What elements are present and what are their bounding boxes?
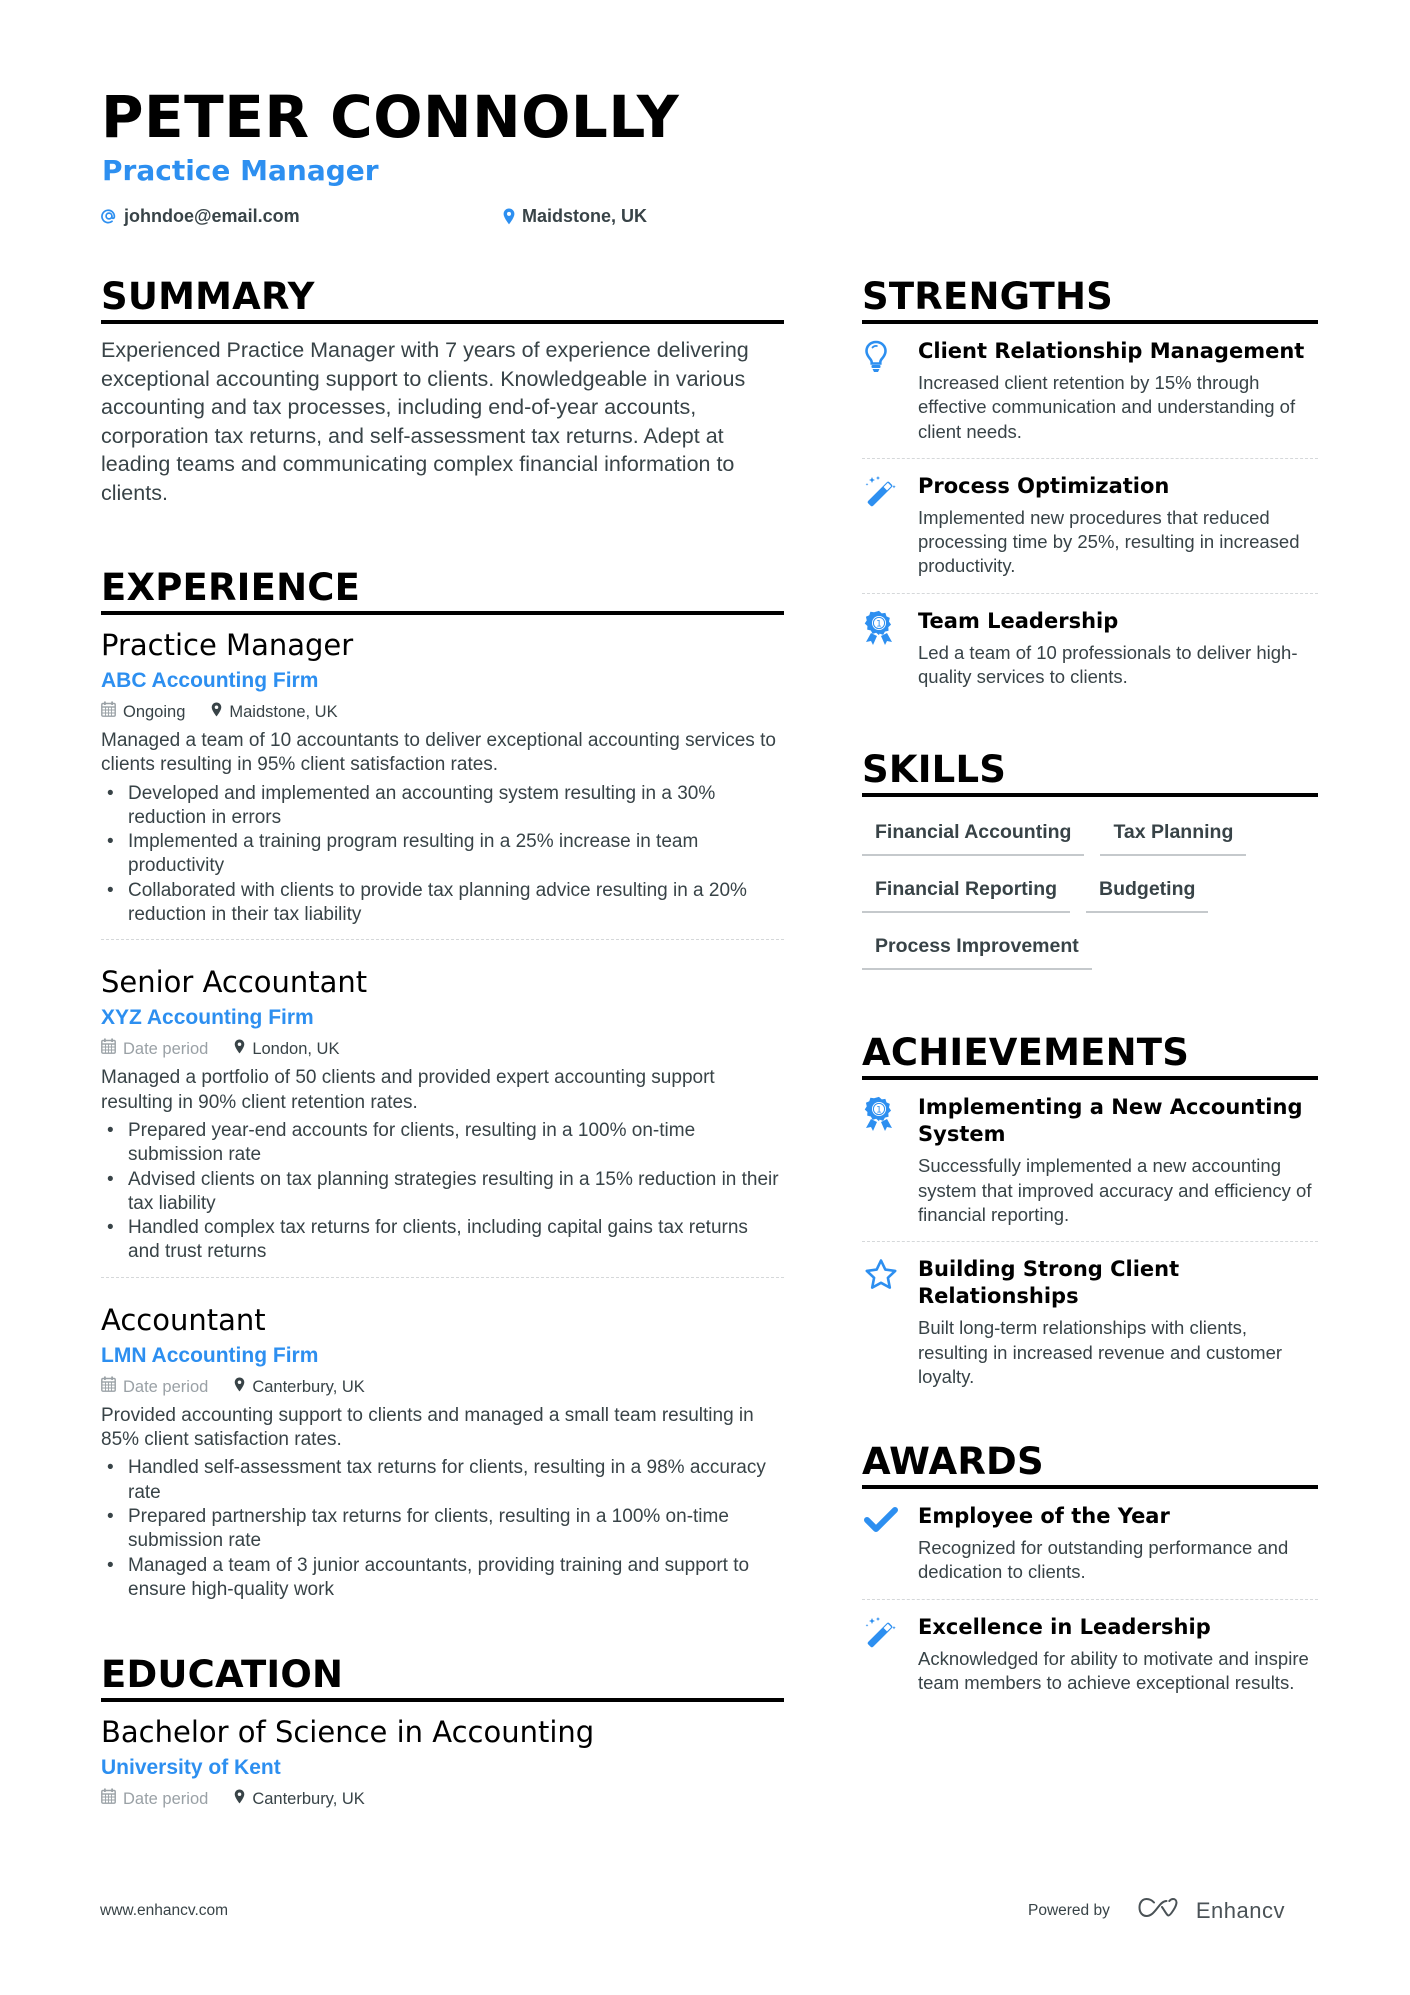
achievement-description: Successfully implemented a new accounting system that improved accuracy and efficiency of financial reporting. bbox=[918, 1155, 1312, 1225]
experience-item bbox=[101, 964, 784, 1289]
education-meta bbox=[101, 1788, 784, 1810]
candidate-title: Practice Manager bbox=[102, 154, 379, 187]
right-column bbox=[862, 276, 1318, 1709]
checkmark-icon bbox=[862, 1503, 918, 1585]
strength-item bbox=[862, 459, 1318, 593]
award-description: Acknowledged for ability to motivate and inspire team members to achieve exceptional results. bbox=[918, 1647, 1309, 1694]
company-name: XYZ Accounting Firm bbox=[101, 1006, 314, 1030]
bullet-item: • Prepared partnership tax returns for clients, resulting in a 100% on-time submission rate bbox=[101, 1505, 784, 1554]
magic-wand-icon bbox=[862, 1614, 918, 1696]
map-pin-icon bbox=[234, 1038, 245, 1060]
strength-description: Implemented new procedures that reduced processing time by 25%, resulting in increased productivity. bbox=[918, 506, 1300, 577]
section-heading-strengths: STRENGTHS bbox=[862, 276, 1318, 324]
education-location: Canterbury, UK bbox=[252, 1790, 365, 1809]
bullet-item: • Advised clients on tax planning strategies resulting in a 15% reduction in their tax liability bbox=[101, 1168, 784, 1217]
calendar-icon bbox=[101, 1376, 116, 1398]
job-date: Date period bbox=[123, 1040, 209, 1059]
section-heading-skills: SKILLS bbox=[862, 749, 1318, 797]
school-name: University of Kent bbox=[101, 1756, 281, 1780]
strength-description: Increased client retention by 15% through effective communication and understanding of client needs. bbox=[918, 372, 1296, 442]
lightbulb-icon bbox=[862, 338, 918, 444]
bullet-item: • Handled complex tax returns for clients, including capital gains tax returns and trust returns bbox=[101, 1216, 784, 1265]
map-pin-icon bbox=[211, 701, 222, 723]
experience-item bbox=[101, 1302, 784, 1614]
skills-list bbox=[862, 819, 1318, 970]
job-title: Practice Manager bbox=[101, 628, 354, 662]
education-item bbox=[101, 1714, 784, 1810]
award-item bbox=[862, 1489, 1318, 1599]
experience-section bbox=[101, 567, 784, 1614]
email-text: johndoe@email.com bbox=[124, 206, 300, 226]
job-title: Accountant bbox=[101, 1302, 266, 1337]
job-location: Canterbury, UK bbox=[252, 1377, 365, 1396]
award-item bbox=[862, 1600, 1318, 1710]
education-section bbox=[101, 1654, 784, 1810]
divider bbox=[101, 1277, 784, 1278]
company-name: LMN Accounting Firm bbox=[101, 1343, 319, 1367]
strengths-section bbox=[862, 276, 1318, 703]
achievement-item bbox=[862, 1242, 1318, 1403]
bullet-item: • Handled self-assessment tax returns for clients, resulting in a 98% accuracy rate bbox=[101, 1456, 784, 1505]
strength-title: Process Optimization bbox=[918, 473, 1170, 498]
awards-section bbox=[862, 1441, 1318, 1709]
degree-title: Bachelor of Science in Accounting bbox=[101, 1715, 595, 1750]
job-bullets bbox=[101, 1456, 784, 1602]
skill-tag: Tax Planning bbox=[1100, 819, 1246, 856]
education-date: Date period bbox=[123, 1790, 209, 1809]
skill-tag: Budgeting bbox=[1086, 876, 1208, 913]
footer-branding bbox=[1028, 1896, 1285, 1925]
summary-section bbox=[101, 276, 784, 507]
contact-email[interactable] bbox=[101, 205, 300, 227]
svg-text:1: 1 bbox=[876, 1105, 882, 1116]
map-pin-icon bbox=[234, 1376, 245, 1398]
location-text: Maidstone, UK bbox=[522, 206, 648, 226]
magic-wand-icon bbox=[862, 473, 918, 579]
job-title: Senior Accountant bbox=[101, 965, 368, 1000]
enhancv-logo-icon bbox=[1138, 1896, 1184, 1925]
job-location: Maidstone, UK bbox=[229, 703, 338, 721]
job-date: Ongoing bbox=[123, 703, 186, 721]
section-heading-awards: AWARDS bbox=[862, 1441, 1318, 1489]
award-ribbon-icon bbox=[862, 608, 918, 690]
job-location: London, UK bbox=[252, 1040, 340, 1059]
calendar-icon bbox=[101, 1788, 116, 1810]
brand-logo[interactable] bbox=[1138, 1896, 1285, 1925]
strength-item bbox=[862, 324, 1318, 458]
achievement-title: Building Strong Client Relationships bbox=[918, 1257, 1180, 1309]
at-icon bbox=[101, 208, 117, 224]
star-icon bbox=[862, 1256, 918, 1389]
skill-tag: Financial Accounting bbox=[862, 819, 1084, 856]
job-meta bbox=[101, 1376, 784, 1398]
map-pin-icon bbox=[503, 208, 515, 225]
strength-title: Client Relationship Management bbox=[918, 339, 1305, 363]
svg-text:1: 1 bbox=[876, 619, 882, 630]
job-description: Managed a portfolio of 50 clients and provided expert accounting support resulting in 90% client retention rates. bbox=[101, 1067, 715, 1113]
achievement-item bbox=[862, 1080, 1318, 1241]
bullet-item: • Collaborated with clients to provide tax planning advice resulting in a 20% reduction in their tax liability bbox=[101, 879, 784, 928]
strength-title: Team Leadership bbox=[918, 608, 1119, 633]
section-heading-education: EDUCATION bbox=[101, 1654, 784, 1702]
bullet-item: • Developed and implemented an accounting system resulting in a 30% reduction in errors bbox=[101, 782, 784, 831]
job-meta bbox=[101, 701, 784, 723]
job-meta bbox=[101, 1038, 784, 1060]
section-heading-experience: EXPERIENCE bbox=[101, 567, 784, 615]
experience-item bbox=[101, 627, 784, 952]
achievement-description: Built long-term relationships with clients, resulting in increased revenue and customer loyalty. bbox=[918, 1317, 1283, 1387]
job-bullets bbox=[101, 782, 784, 928]
achievements-section bbox=[862, 1032, 1318, 1403]
strength-description: Led a team of 10 professionals to deliver high-quality services to clients. bbox=[918, 641, 1298, 688]
job-description: Managed a team of 10 accountants to deliver exceptional accounting services to clients resulting in 95% client satisfaction rates. bbox=[101, 730, 776, 776]
award-title: Employee of the Year bbox=[918, 1504, 1170, 1529]
brand-name: Enhancv bbox=[1195, 1897, 1285, 1923]
contact-location bbox=[503, 205, 647, 227]
company-name: ABC Accounting Firm bbox=[101, 669, 319, 692]
skill-tag: Financial Reporting bbox=[862, 876, 1070, 913]
summary-text: Experienced Practice Manager with 7 years of experience delivering exceptional accounting support to clients. Knowledgeable in various accounting and tax processes, including end-of-year accounts, corporation tax returns, and self-assessment tax returns. Adept at leading teams and communicating complex financial information to clients. bbox=[101, 338, 749, 505]
job-date: Date period bbox=[123, 1377, 209, 1396]
award-title: Excellence in Leadership bbox=[918, 1614, 1211, 1639]
award-ribbon-icon bbox=[862, 1094, 918, 1227]
section-heading-summary: SUMMARY bbox=[101, 276, 784, 324]
map-pin-icon bbox=[234, 1788, 245, 1810]
bullet-item: • Managed a team of 3 junior accountants, providing training and support to ensure high-quality work bbox=[101, 1554, 784, 1603]
left-column bbox=[101, 276, 784, 1810]
skills-section bbox=[862, 749, 1318, 970]
award-description: Recognized for outstanding performance and dedication to clients. bbox=[918, 1537, 1289, 1583]
footer-website-link[interactable]: www.enhancv.com bbox=[100, 1902, 229, 1919]
powered-by-label: Powered by bbox=[1028, 1901, 1110, 1919]
section-heading-achievements: ACHIEVEMENTS bbox=[862, 1032, 1318, 1080]
job-description: Provided accounting support to clients and managed a small team resulting in 85% client satisfaction rates. bbox=[101, 1404, 754, 1451]
calendar-icon bbox=[101, 701, 116, 723]
bullet-item: • Implemented a training program resulting in a 25% increase in team productivity bbox=[101, 830, 784, 879]
job-bullets bbox=[101, 1119, 784, 1265]
strength-item bbox=[862, 594, 1318, 704]
divider bbox=[101, 939, 784, 940]
candidate-name: PETER CONNOLLY bbox=[101, 83, 680, 151]
calendar-icon bbox=[101, 1038, 116, 1060]
bullet-item: • Prepared year-end accounts for clients, resulting in a 100% on-time submission rate bbox=[101, 1119, 784, 1168]
achievement-title: Implementing a New Accounting System bbox=[918, 1095, 1303, 1147]
skill-tag: Process Improvement bbox=[862, 933, 1092, 970]
